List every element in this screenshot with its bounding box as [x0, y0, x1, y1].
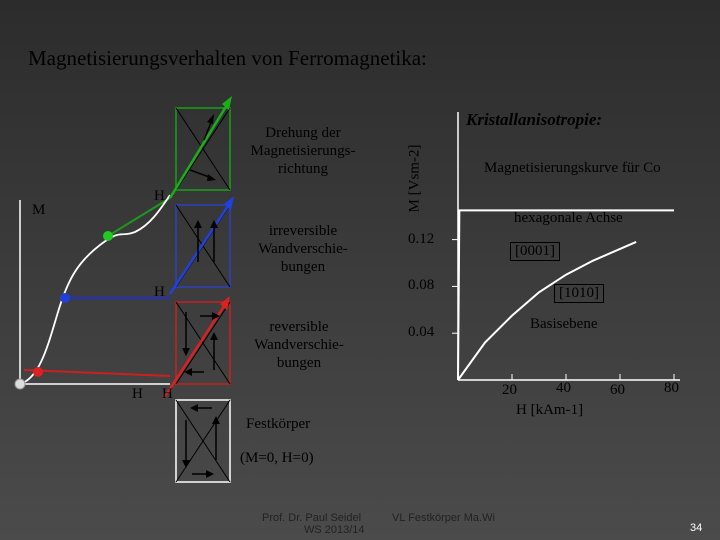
- slide-title: Magnetisierungsverhalten von Ferromagnetika:: [28, 46, 427, 70]
- footer-course: VL Festkörper Ma.Wi: [392, 512, 495, 524]
- irreversible-label: irreversible Wandverschie-bungen: [258, 223, 348, 275]
- footer-author: Prof. Dr. Paul Seidel: [262, 512, 362, 524]
- irreversible-field-arrow: [170, 200, 232, 294]
- rotation-field-arrow: [170, 100, 230, 198]
- red-point: [33, 367, 43, 377]
- solid-label: Festkörper: [246, 416, 311, 432]
- green-point: [103, 231, 113, 241]
- x-tick-label: 20: [502, 382, 517, 398]
- y-tick-label: 0.08: [408, 277, 435, 294]
- basal-index: [1010]: [554, 284, 604, 303]
- footer-semester: WS 2013/14: [304, 524, 365, 536]
- rotation-label: Drehung der Magnetisierungs-richtung: [250, 125, 356, 177]
- h-label-bottom: H: [162, 386, 173, 402]
- page-number: 34: [690, 522, 703, 534]
- h-axis-label: H: [132, 386, 143, 402]
- m-axis-label: M: [32, 202, 46, 218]
- hex-index: [0001]: [510, 242, 560, 261]
- chart-ticks: [452, 240, 674, 380]
- h-label-mid: H: [154, 284, 165, 300]
- red-guide-line: [24, 370, 170, 376]
- x-tick-label: 80: [664, 380, 679, 396]
- crystal-anisotropy-heading: Kristallanisotropie:: [466, 110, 603, 129]
- reversible-label: reversible Wandverschie-bungen: [254, 319, 344, 371]
- hex-axis-label: hexagonale Achse: [514, 210, 623, 226]
- origin-dot: [15, 379, 25, 389]
- y-tick-label: 0.04: [408, 324, 435, 341]
- basal-plane-curve: [458, 242, 636, 380]
- h-label-top: H: [154, 188, 165, 204]
- magnetization-curve: [20, 195, 170, 384]
- x-tick-label: 60: [610, 382, 625, 398]
- x-tick-label: 40: [556, 380, 571, 396]
- y-axis-label: M [Vsm-2]: [406, 144, 423, 213]
- basal-plane-label: Basisebene: [530, 316, 598, 332]
- solid-state-label: (M=0, H=0): [240, 450, 314, 466]
- x-axis-label: H [kAm-1]: [516, 402, 584, 418]
- chart-subtitle: Magnetisierungskurve für Co: [484, 160, 661, 176]
- y-tick-label: 0.12: [408, 230, 435, 247]
- blue-point: [60, 293, 70, 303]
